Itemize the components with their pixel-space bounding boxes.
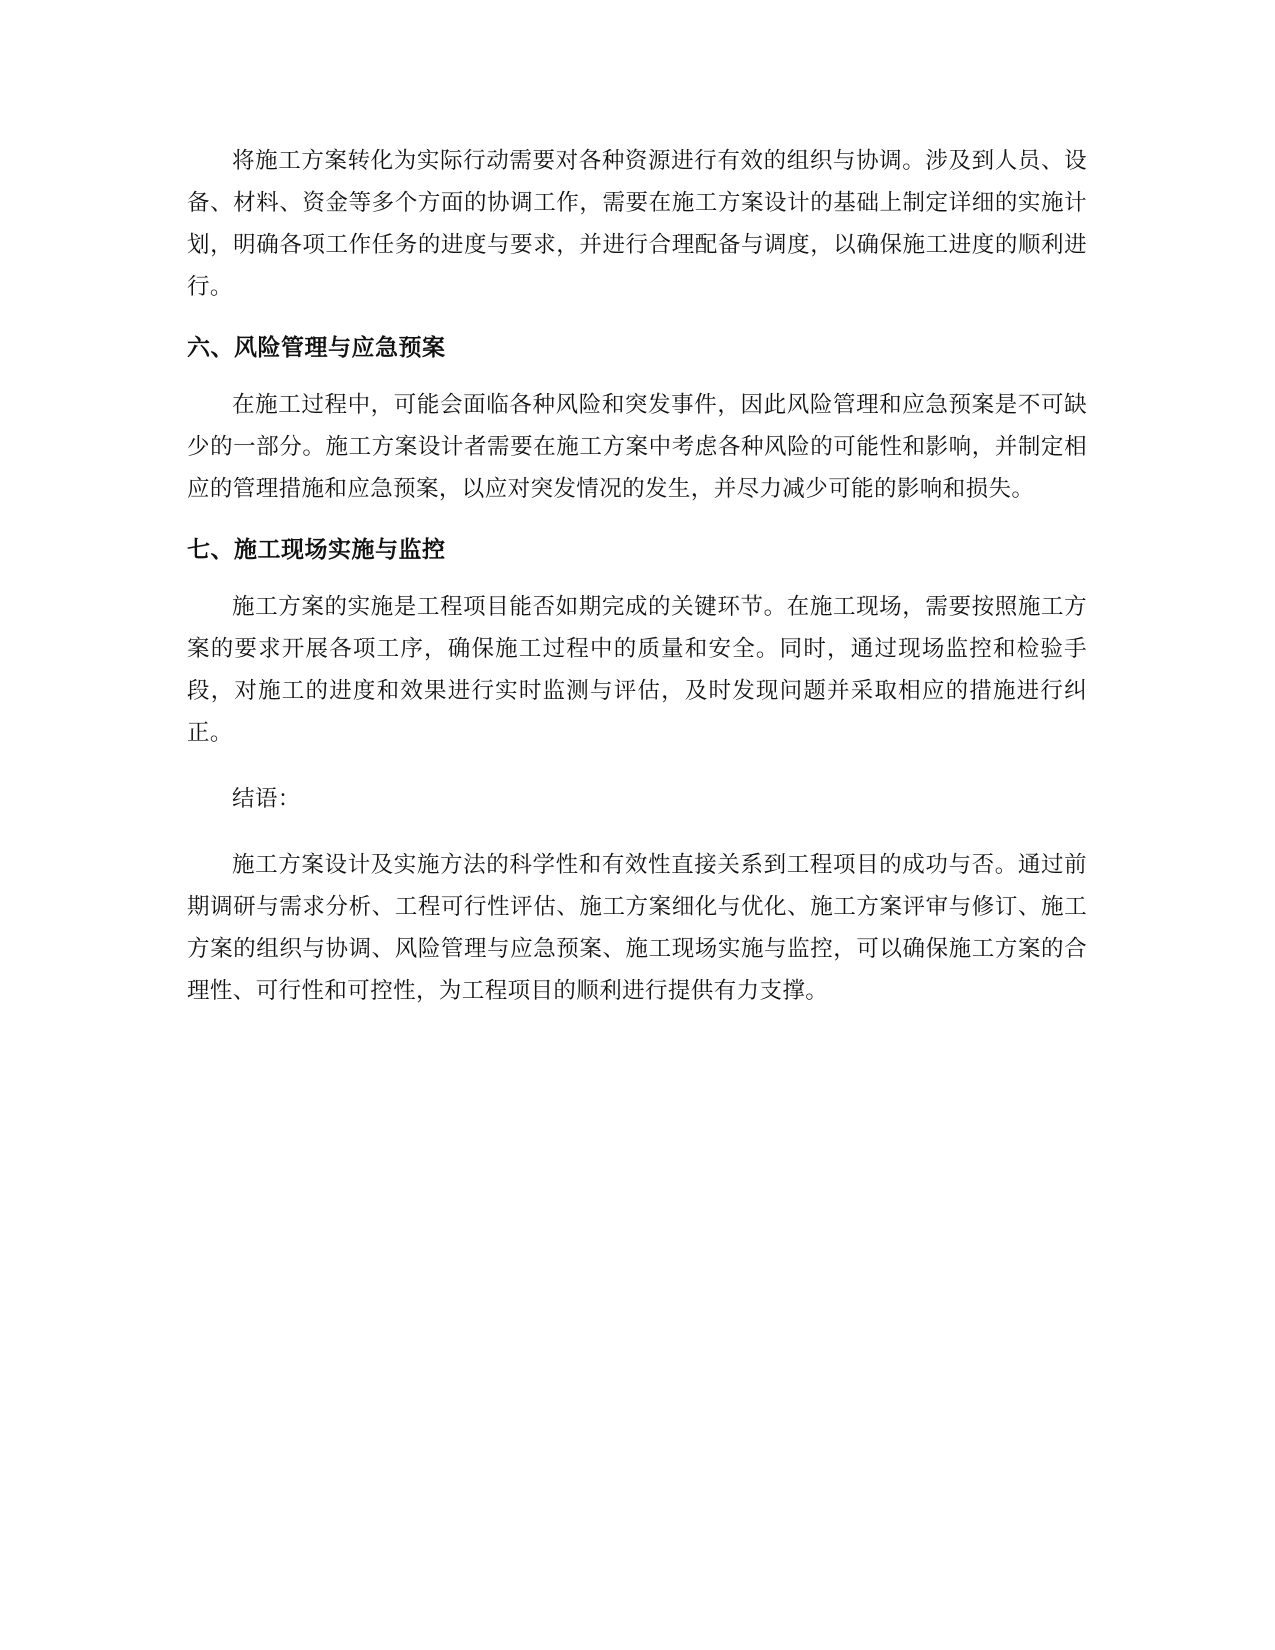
conclusion-label: 结语：: [232, 786, 301, 812]
section-heading-site: 七、施工现场实施与监控: [187, 537, 446, 563]
intro-paragraph: 将施工方案转化为实际行动需要对各种资源进行有效的组织与协调。涉及到人员、设备、材料、资金等多个方面的协调工作，需要在施工方案设计的基础上制定详细的实施计划，明确各项工作任务的进度与要求，并进行合理配备与调度，以确保施工进度的顺利进行。: [187, 148, 1087, 300]
section-paragraph-risk: 在施工过程中，可能会面临各种风险和突发事件，因此风险管理和应急预案是不可缺少的一部分。施工方案设计者需要在施工方案中考虑各种风险的可能性和影响，并制定相应的管理措施和应急预案，以应对突发情况的发生，并尽力减少可能的影响和损失。: [187, 392, 1087, 502]
conclusion-paragraph: 施工方案设计及实施方法的科学性和有效性直接关系到工程项目的成功与否。通过前期调研与需求分析、工程可行性评估、施工方案细化与优化、施工方案评审与修订、施工方案的组织与协调、风险管理与应急预案、施工现场实施与监控，可以确保施工方案的合理性、可行性和可控性，为工程项目的顺利进行提供有力支撑。: [187, 852, 1087, 1004]
section-paragraph-site: 施工方案的实施是工程项目能否如期完成的关键环节。在施工现场，需要按照施工方案的要求开展各项工序，确保施工过程中的质量和安全。同时，通过现场监控和检验手段，对施工的进度和效果进行实时监测与评估，及时发现问题并采取相应的措施进行纠正。: [187, 594, 1087, 746]
section-heading-risk: 六、风险管理与应急预案: [187, 335, 446, 361]
document-body: [187, 140, 1087, 1012]
